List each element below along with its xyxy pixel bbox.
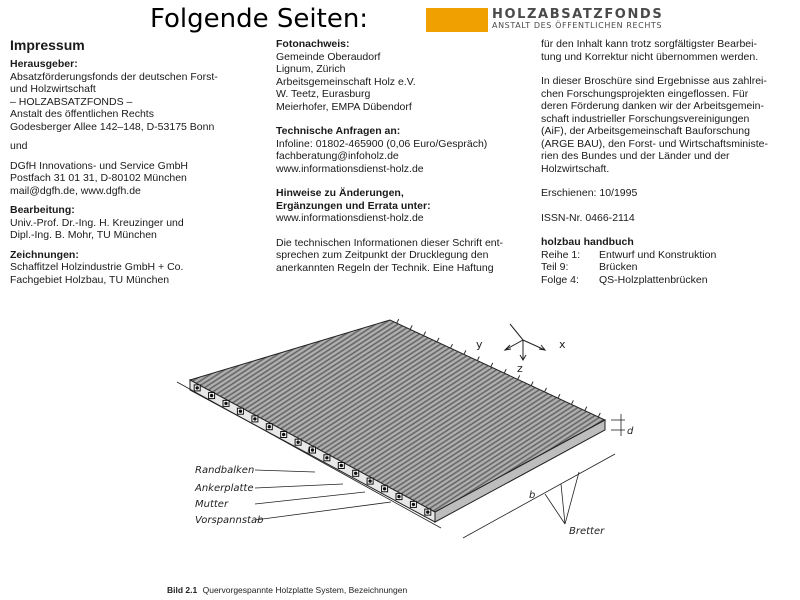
text-line: DGfH Innovations- und Service GmbH xyxy=(10,159,188,172)
back-edge-tick xyxy=(491,363,493,367)
anchor-plate xyxy=(209,393,215,399)
text-line: anerkannten Regeln der Technik. Eine Haftung xyxy=(276,261,494,274)
infoline-text: Infoline: 01802-465900 (0,06 Euro/Gespräch) xyxy=(276,137,488,150)
hinweise-heading: Hinweise zu Änderungen, xyxy=(276,187,404,199)
anchor-plate xyxy=(266,424,272,430)
text-line: tung und Korrektur nicht übernommen werden. xyxy=(541,50,759,63)
fotonachweis-heading: Fotonachweis: xyxy=(276,38,350,50)
impressum-heading: Impressum xyxy=(10,37,85,53)
dimension-l-label: l xyxy=(307,446,310,457)
back-edge-tick xyxy=(531,382,533,386)
holzabsatzfonds-logo xyxy=(426,8,666,32)
row-value: Entwurf und Konstruktion xyxy=(599,248,717,261)
website-text: www.informationsdienst-holz.de xyxy=(276,162,424,175)
text-line: Fachgebiet Holzbau, TU München xyxy=(10,273,170,286)
text-line: W. Teetz, Eurasburg xyxy=(276,88,371,100)
anchor-plate xyxy=(295,439,301,445)
axis-x-label: x xyxy=(559,338,566,351)
anchor-plate xyxy=(396,494,402,500)
back-edge-tick xyxy=(518,375,520,379)
info-column xyxy=(541,38,791,286)
text-line: Die technischen Informationen dieser Schrift ent- xyxy=(276,236,504,249)
text-line: Schaffitzel Holzindustrie GmbH + Co. xyxy=(10,261,184,273)
zeichnungen-heading: Zeichnungen: xyxy=(10,248,79,261)
back-edge-tick xyxy=(410,325,412,329)
text-line: sprechen zum Zeitpunkt der Drucklegung den xyxy=(276,249,489,261)
text-line: (ARGE BAU), den Forst- und Wirtschaftsministe- xyxy=(541,137,768,150)
label-mutter: Mutter xyxy=(195,499,229,510)
text-line: Anstalt des öffentlichen Rechts xyxy=(10,108,154,120)
row-value: Brücken xyxy=(599,261,638,273)
issn-text: ISSN-Nr. 0466-2114 xyxy=(541,211,635,224)
text-line: chen Forschungsprojekten eingeflossen. Für xyxy=(541,87,749,100)
back-edge-tick xyxy=(545,388,547,392)
coordinate-axes xyxy=(505,324,545,360)
anchor-plate xyxy=(223,400,229,406)
text-line: (AiF), der Arbeitsgemeinschaft Bauforschung xyxy=(541,125,750,137)
caption-text: Quervorgespannte Holzplatte System, Bezeichnungen xyxy=(202,585,408,595)
erschienen-text: Erschienen: 10/1995 xyxy=(541,187,638,199)
back-edge-tick xyxy=(558,394,560,398)
anchor-plate xyxy=(324,455,330,461)
dimension-b-label: b xyxy=(529,490,536,501)
text-line: Lignum, Zürich xyxy=(276,63,346,75)
back-edge-tick xyxy=(504,369,506,373)
anchor-plate xyxy=(194,385,200,391)
back-edge-tick xyxy=(397,319,399,323)
label-ankerplatte: Ankerplatte xyxy=(195,483,254,494)
back-edge-tick xyxy=(451,344,453,348)
anchor-plate xyxy=(252,416,258,422)
hinweise-heading-2: Ergänzungen und Errata unter: xyxy=(276,199,431,212)
dimension-d-label: d xyxy=(627,426,634,437)
logo-bar xyxy=(426,8,488,32)
label-vorspannstab: Vorspannstab xyxy=(195,515,264,526)
anchor-plate xyxy=(310,447,316,453)
text-line: Univ.-Prof. Dr.-Ing. H. Kreuzinger und xyxy=(10,216,184,229)
back-edge-tick xyxy=(598,413,600,417)
herausgeber-block xyxy=(10,71,265,134)
slide-title: Folgende Seiten: xyxy=(150,4,369,34)
anchor-plate xyxy=(367,478,373,484)
label-randbalken: Randbalken xyxy=(195,465,255,476)
website-text: www.informationsdienst-holz.de xyxy=(276,212,424,224)
back-edge-tick xyxy=(585,407,587,411)
text-line: rien des Bundes und der Länder und der xyxy=(541,150,730,162)
impressum-column xyxy=(10,36,265,286)
anchor-plate xyxy=(410,501,416,507)
back-edge-tick xyxy=(437,338,439,342)
back-edge-tick xyxy=(464,350,466,354)
text-line: In dieser Broschüre sind Ergebnisse aus zahlrei- xyxy=(541,75,767,87)
axis-z-label: z xyxy=(517,362,523,375)
text-line: Gemeinde Oberaudorf xyxy=(276,50,381,63)
text-line: Meierhofer, EMPA Dübendorf xyxy=(276,100,412,113)
bearbeitung-heading: Bearbeitung: xyxy=(10,204,75,216)
text-line: schaft industrieller Forschungsvereinigungen xyxy=(541,112,750,125)
back-edge-tick xyxy=(571,400,573,404)
back-edge-tick xyxy=(477,357,479,361)
logo-name: HOLZABSATZFONDS xyxy=(492,7,664,22)
text-line: und Holzwirtschaft xyxy=(10,83,96,95)
email-web-line: mail@dgfh.de, www.dgfh.de xyxy=(10,184,141,197)
logo-subtitle: ANSTALT DES ÖFFENTLICHEN RECHTS xyxy=(492,21,663,30)
row-key: Teil 9: xyxy=(541,261,569,273)
dgfh-block xyxy=(10,160,265,198)
timber-deck-diagram xyxy=(165,312,635,582)
text-line: – HOLZABSATZFONDS – xyxy=(10,95,133,108)
text-line: Holzwirtschaft. xyxy=(541,162,610,175)
email-text: fachberatung@infoholz.de xyxy=(276,150,399,162)
text-line: deren Förderung danken wir der Arbeitsgemein- xyxy=(541,100,764,112)
anchor-plate xyxy=(237,408,243,414)
dimension-d xyxy=(611,414,625,436)
credits-column xyxy=(276,38,526,274)
text-line: für den Inhalt kann trotz sorgfältigster Bearbei- xyxy=(541,38,757,50)
handbuch-row xyxy=(541,249,791,262)
anchor-plate xyxy=(338,463,344,469)
herausgeber-heading: Herausgeber: xyxy=(10,58,78,70)
text-line: Godesberger Allee 142–148, D-53175 Bonn xyxy=(10,120,215,133)
text-line: Arbeitsgemeinschaft Holz e.V. xyxy=(276,75,416,88)
row-key: Folge 4: xyxy=(541,273,579,286)
text-line: Absatzförderungsfonds der deutschen Forst- xyxy=(10,70,218,83)
handbuch-row xyxy=(541,261,791,274)
label-bretter: Bretter xyxy=(569,526,605,537)
anchor-plate xyxy=(425,509,431,515)
back-edge-tick xyxy=(424,332,426,336)
text-line: Postfach 31 01 31, D-80102 München xyxy=(10,172,187,184)
axis-y-label: y xyxy=(476,338,483,351)
anchor-plate xyxy=(353,470,359,476)
row-value: QS-Holzplattenbrücken xyxy=(599,273,708,286)
text-line: Dipl.-Ing. B. Mohr, TU München xyxy=(10,229,157,241)
handbuch-heading: holzbau handbuch xyxy=(541,236,634,248)
anfragen-heading: Technische Anfragen an: xyxy=(276,125,401,137)
anchor-plate xyxy=(382,486,388,492)
caption-number: Bild 2.1 xyxy=(167,585,198,595)
row-key: Reihe 1: xyxy=(541,248,581,261)
figure-caption xyxy=(167,585,407,595)
anchor-plate xyxy=(281,432,287,438)
handbuch-row xyxy=(541,274,791,287)
und-text: und xyxy=(10,140,28,152)
